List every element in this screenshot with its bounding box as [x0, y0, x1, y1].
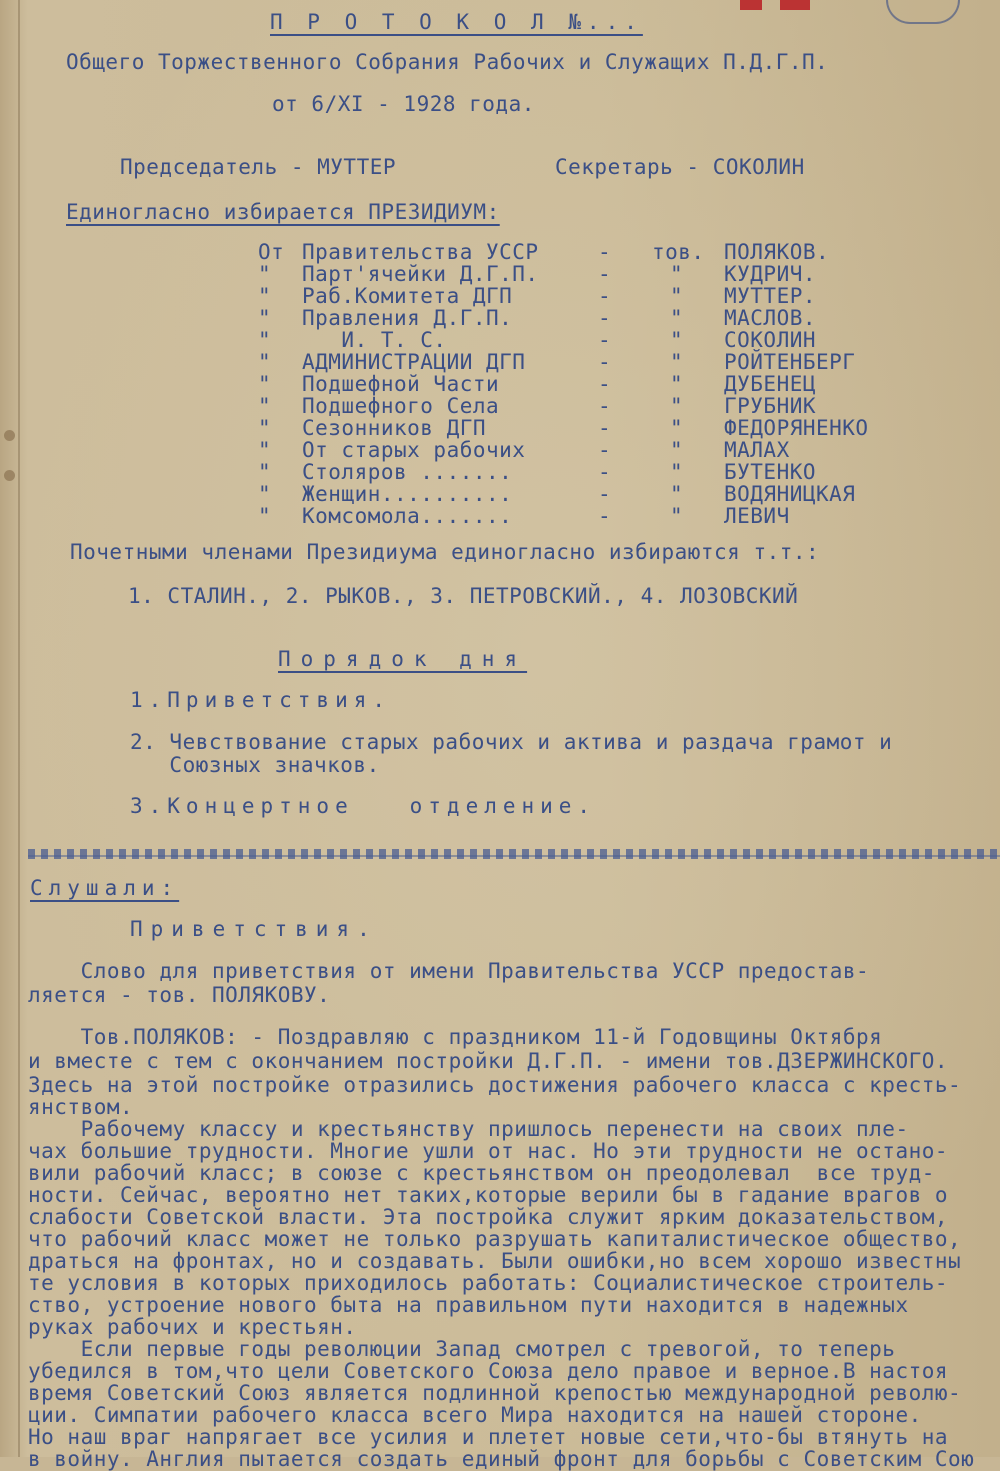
presidium-row-quote: " [258, 284, 272, 308]
presidium-member-name: ВОДЯНИЦКАЯ [724, 482, 856, 506]
heard-topic: Приветствия. [130, 917, 378, 941]
speech-line: слабости Советской власти. Эта постройка служит ярким доказательством, [28, 1205, 949, 1229]
presidium-row-quote: " [258, 306, 272, 330]
secretary-line: Секретарь - СОКОЛИН [555, 155, 805, 179]
separator-line [28, 855, 1000, 857]
presidium-org: Подшефной Части [302, 372, 500, 396]
presidium-dash: - [598, 482, 612, 506]
presidium-org: Парт'ячейки Д.Г.П. [302, 262, 539, 286]
presidium-dash: - [598, 416, 612, 440]
speech-line: вили рабочий класс; в союзе с крестьянством он преодолевал все труд- [28, 1161, 935, 1185]
pen-scribble [886, 0, 960, 24]
presidium-dash: - [598, 262, 612, 286]
speech-line: янством. [28, 1095, 134, 1119]
presidium-row-quote: " [258, 372, 272, 396]
presidium-prefix: " [670, 262, 684, 286]
speech-line: Здесь на этой постройке отразились достижения рабочего класса с кресть- [28, 1073, 962, 1097]
agenda-item: Союзных значков. [130, 753, 380, 777]
presidium-row-quote: " [258, 482, 272, 506]
agenda-heading: Порядок дня [278, 647, 528, 671]
protocol-title: П Р О Т О К О Л №... [270, 10, 643, 34]
presidium-org: От старых рабочих [302, 438, 526, 462]
presidium-heading: Единогласно избирается ПРЕЗИДИУМ: [66, 200, 500, 224]
presidium-dash: - [598, 306, 612, 330]
presidium-org: Сезонников ДГП [302, 416, 487, 440]
presidium-prefix: " [670, 438, 684, 462]
presidium-org: Столяров ....... [302, 460, 513, 484]
presidium-org: Раб.Комитета ДГП [302, 284, 513, 308]
presidium-row-quote: " [258, 438, 272, 462]
speech-line: ности. Сейчас, вероятно нет таких,которые верили бы в гадание врагов о [28, 1183, 949, 1207]
presidium-dash: - [598, 284, 612, 308]
presidium-row-quote: " [258, 460, 272, 484]
presidium-org: АДМИНИСТРАЦИИ ДГП [302, 350, 526, 374]
speech-line: убедился в том,что цели Советского Союза дело правое и верное.В настоя [28, 1359, 949, 1383]
presidium-prefix: " [670, 372, 684, 396]
presidium-prefix: " [670, 394, 684, 418]
presidium-org: Правительства УССР [302, 240, 539, 264]
presidium-dash: - [598, 350, 612, 374]
presidium-dash: - [598, 460, 612, 484]
speech-line: Тов.ПОЛЯКОВ: - Поздравляю с праздником 11-й Годовщины Октября [28, 1025, 883, 1049]
presidium-prefix: " [670, 504, 684, 528]
punch-hole [4, 470, 15, 481]
presidium-member-name: БУТЕНКО [724, 460, 817, 484]
presidium-member-name: ФЕДОРЯНЕНКО [724, 416, 869, 440]
speech-line: руках рабочих и крестьян. [28, 1315, 357, 1339]
agenda-item: 2. Чевствование старых рабочих и актива и раздача грамот и [130, 730, 893, 754]
presidium-org: Женщин.......... [302, 482, 513, 506]
presidium-org: Подшефного Села [302, 394, 500, 418]
agenda-item: 1.Приветствия. [130, 688, 392, 712]
page-fold-line [18, 0, 20, 1457]
presidium-member-name: ДУБЕНЕЦ [724, 372, 817, 396]
presidium-row-quote: " [258, 262, 272, 286]
speech-line: Рабочему классу и крестьянству пришлось перенести на своих пле- [28, 1117, 909, 1141]
presidium-org: Комсомола....... [302, 504, 513, 528]
presidium-prefix: " [670, 350, 684, 374]
presidium-dash: - [598, 328, 612, 352]
speech-line: в войну. Англия пытается создать единый фронт для борьбы с Советским Сою [28, 1447, 975, 1471]
presidium-org: И. Т. С. [302, 328, 447, 352]
presidium-prefix: " [670, 416, 684, 440]
red-pencil-mark [740, 0, 762, 10]
presidium-row-quote: " [258, 394, 272, 418]
speech-line: что рабочий класс может не только разрушать капиталистическое общество, [28, 1227, 962, 1251]
presidium-org: Правления Д.Г.П. [302, 306, 513, 330]
agenda-item: 3.Концертное отделение. [130, 794, 597, 818]
presidium-prefix: " [670, 328, 684, 352]
presidium-prefix: тов. [652, 240, 705, 264]
presidium-dash: - [598, 438, 612, 462]
speech-line: время Советский Союз является подлинной крепостью международной револю- [28, 1381, 962, 1405]
presidium-member-name: МАСЛОВ. [724, 306, 817, 330]
presidium-prefix: " [670, 284, 684, 308]
presidium-row-quote: " [258, 416, 272, 440]
presidium-member-name: МУТТЕР. [724, 284, 817, 308]
chairman-line: Председатель - МУТТЕР [120, 155, 397, 179]
presidium-dash: - [598, 394, 612, 418]
presidium-row-quote: От [258, 240, 285, 264]
speech-line: Если первые годы революции Запад смотрел с тревогой, то теперь [28, 1337, 896, 1361]
speech-line: те условия в которых приходилось работать: Социалистическое строитель- [28, 1271, 949, 1295]
honorary-heading: Почетными членами Президиума единогласно избираются т.т.: [70, 540, 820, 564]
presidium-dash: - [598, 504, 612, 528]
speech-line: чах большие трудности. Многие ушли от нас. Но эти трудности не остано- [28, 1139, 949, 1163]
speech-line: Слово для приветствия от имени Правительства УССР предостав- [28, 959, 870, 983]
speech-line: и вместе с тем с окончанием постройки Д.Г.П. - имени тов.ДЗЕРЖИНСКОГО. [28, 1049, 949, 1073]
speech-line: драться на фронтах, но и создавать. Были ошибки,но всем хорошо известны [28, 1249, 962, 1273]
presidium-row-quote: " [258, 328, 272, 352]
presidium-row-quote: " [258, 350, 272, 374]
honorary-members: 1. СТАЛИН., 2. РЫКОВ., 3. ПЕТРОВСКИЙ., 4. ЛОЗОВСКИЙ [128, 584, 799, 608]
presidium-prefix: " [670, 306, 684, 330]
protocol-date: от 6/XI - 1928 года. [272, 92, 535, 116]
presidium-prefix: " [670, 460, 684, 484]
presidium-dash: - [598, 240, 612, 264]
speech-line: ство, устроение нового быта на правильном пути находится в надежных [28, 1293, 909, 1317]
presidium-member-name: СОКОЛИН [724, 328, 817, 352]
speech-line: ции. Симпатии рабочего класса всего Мира находится на нашей стороне. [28, 1403, 922, 1427]
presidium-prefix: " [670, 482, 684, 506]
speech-line: Но наш враг напрягает все усилия и плетет новые сети,что-бы втянуть на [28, 1425, 949, 1449]
presidium-member-name: РОЙТЕНБЕРГ [724, 350, 856, 374]
heard-heading: Слушали: [30, 876, 180, 900]
punch-hole [4, 430, 15, 441]
presidium-member-name: ГРУБНИК [724, 394, 817, 418]
red-pencil-mark [780, 0, 810, 10]
presidium-dash: - [598, 372, 612, 396]
protocol-subtitle: Общего Торжественного Собрания Рабочих и Служащих П.Д.Г.П. [66, 50, 829, 74]
separator-line [28, 849, 1000, 859]
presidium-member-name: КУДРИЧ. [724, 262, 817, 286]
presidium-member-name: ПОЛЯКОВ. [724, 240, 830, 264]
presidium-member-name: МАЛАХ [724, 438, 790, 462]
speech-line: ляется - тов. ПОЛЯКОВУ. [28, 983, 331, 1007]
presidium-member-name: ЛЕВИЧ [724, 504, 790, 528]
presidium-row-quote: " [258, 504, 272, 528]
